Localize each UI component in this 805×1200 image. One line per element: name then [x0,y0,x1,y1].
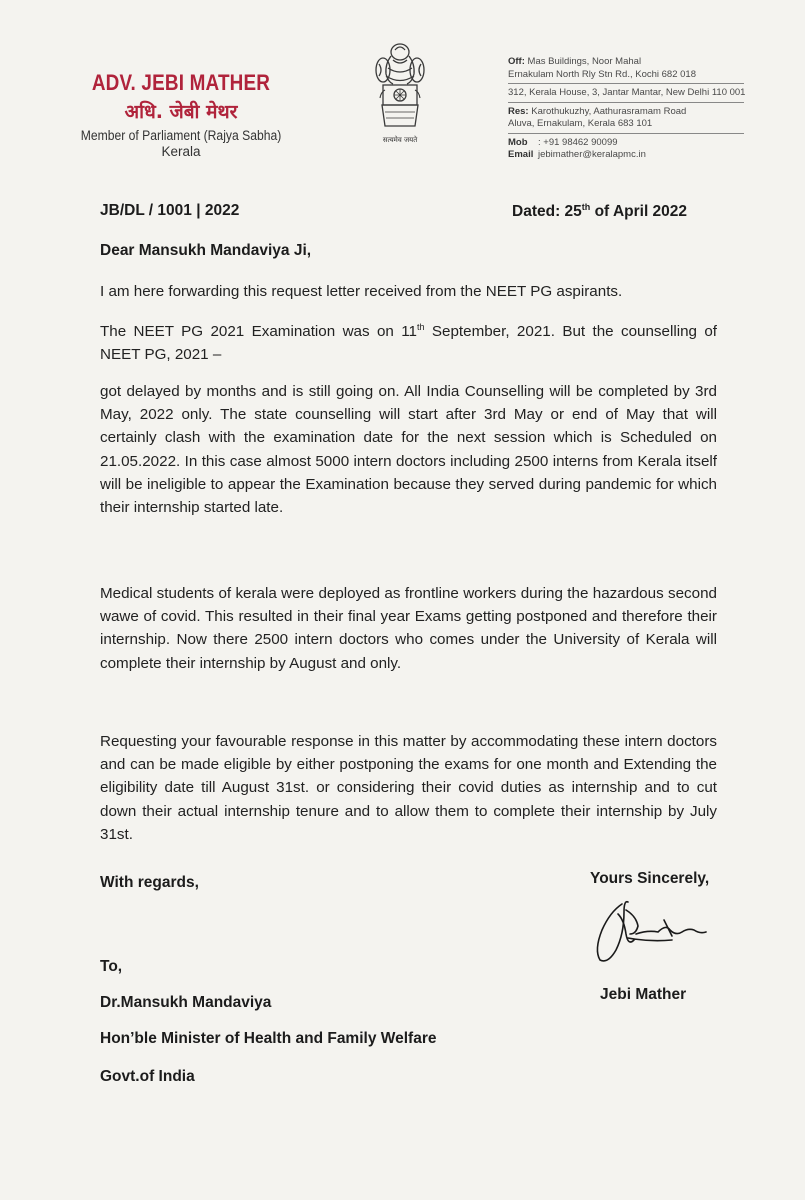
paragraph-2-part-a: The NEET PG 2021 Examination was on 11 [100,323,417,340]
res-label: Res: [508,105,529,117]
addressee-name: Dr.Mansukh Mandaviya [100,994,272,1011]
salutation: Dear Mansukh Mandaviya Ji, [100,242,312,259]
office-label: Off: [508,56,525,67]
addressee-title: Hon’ble Minister of Health and Family Welfare [100,1030,437,1047]
paragraph-2-sup: th [417,321,425,332]
letter-date [512,202,687,221]
office-address-2: Ernakulam North Rly Stn Rd., Kochi 682 018 [508,68,696,80]
office-address-1: Mas Buildings, Noor Mahal [527,56,642,67]
paragraph-4: Medical students of kerala were deployed as frontline workers during the hazardous second wawe of covid. This resulted in their final year Exams getting postponed and therefore their internship. Now there 2500 intern doctors who comes under the University of Kerala will complete their internship by August and only. [100,585,717,672]
letterhead-identity [66,70,296,159]
sender-state: Kerala [161,144,201,159]
mob-label: Mob [508,136,528,148]
email-value: jebimather@keralapmc.in [538,149,646,160]
sender-name-hindi: अधि. जेबी मेथर [124,101,238,123]
office-line-1 [508,56,748,69]
date-suffix: of April 2022 [590,203,688,221]
sender-name: ADV. JEBI MATHER [91,70,271,95]
sender-role: Member of Parliament (Rajya Sabha) [80,128,282,143]
handwritten-signature [580,890,710,970]
paragraph-2-part-b: September, 2021. But the counselling of NEET PG, 2021 – [100,323,717,364]
paragraph-1: I am here forwarding this request letter received from the NEET PG aspirants. [100,283,623,300]
reference-number: JB/DL / 1001 | 2022 [100,202,240,219]
email-line [508,149,748,162]
divider [508,83,744,84]
closing-regards: With regards, [100,874,199,891]
delhi-address: 312, Kerala House, 3, Jantar Mantar, New Delhi 110 001 [508,87,746,98]
addressee-to: To, [100,958,123,975]
paragraph-2 [100,320,717,366]
paragraph-5: Requesting your favourable response in this matter by accommodating these intern doctors and can be made eligible by either postponing the exams for one month and Extending the eligibility date till August 31st. or considering their covid duties as internship and to cut down their actual internship tenure and to allow them to complete their internship by July 31st. [100,733,717,843]
national-emblem-icon [355,38,445,153]
emblem-caption: सत्यमेव जयते [382,136,418,144]
divider [508,102,744,103]
mobile-line [508,137,748,150]
letterhead-contact [508,56,748,162]
email-label: Email [508,149,534,160]
signatory-name: Jebi Mather [600,986,687,1003]
date-prefix: Dated: 25 [512,203,582,221]
mob-value: : +91 98462 90099 [538,136,618,148]
closing-sincerely: Yours Sincerely, [590,870,710,887]
paragraph-3: got delayed by months and is still going on. All India Counselling will be completed by 3rd May, 2022 only. The state counselling will start after 3rd May or end of May that will certainly clash with the examination date for the next session which is Scheduled on 21.05.2022. In this case almost 5000 intern doctors including 2500 interns from Kerala itself will be ineligible to appear the Examination because they served during pandemic for which their internship started late. [100,383,717,517]
res-address-1: Karothukuzhy, Aathurasramam Road [531,105,687,117]
date-sup: th [581,202,591,212]
res-line-1 [508,106,748,119]
res-address-2: Aluva, Ernakulam, Kerala 683 101 [508,118,653,129]
divider [508,133,744,134]
addressee-org: Govt.of India [100,1068,195,1085]
